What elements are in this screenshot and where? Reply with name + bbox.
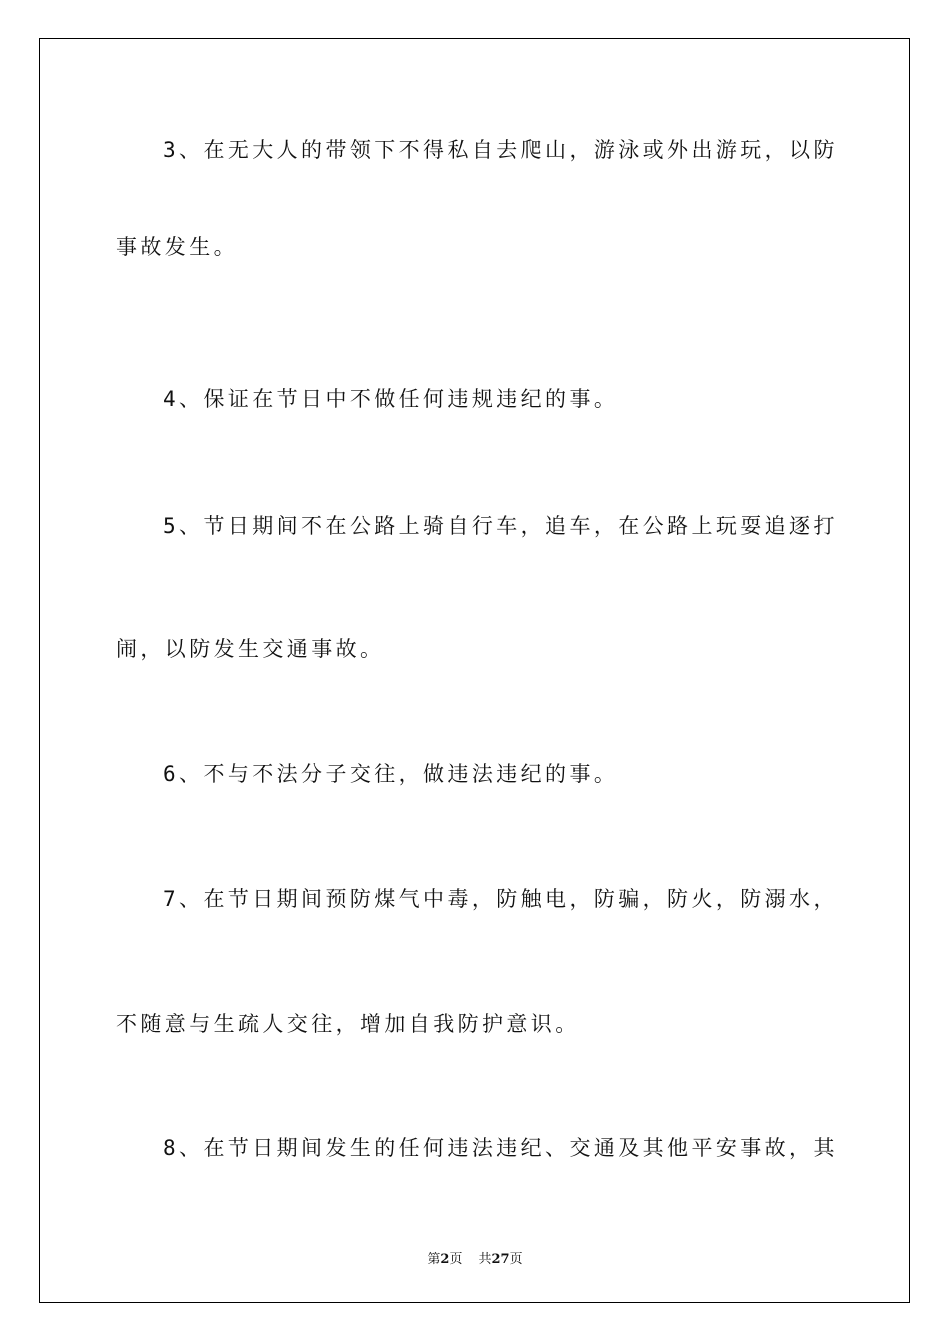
paragraph-7-line-2: 不随意与生疏人交往，增加自我防护意识。 — [116, 1012, 580, 1036]
paragraph-6-line-1: 6、不与不法分子交往，做违法违纪的事。 — [163, 762, 619, 786]
paragraph-3-line-2: 事故发生。 — [116, 235, 238, 259]
paragraph-7-line-1: 7、在节日期间预防煤气中毒，防触电，防骗，防火，防溺水， — [163, 887, 838, 911]
footer-page-prefix: 第 — [427, 1252, 441, 1267]
paragraph-5-line-1: 5、节日期间不在公路上骑自行车，追车，在公路上玩耍追逐打 — [163, 514, 838, 538]
footer-total-prefix: 共 — [478, 1252, 492, 1267]
page-footer — [0, 1248, 950, 1267]
footer-page-current: 2 — [440, 1252, 450, 1267]
paragraph-8-line-1: 8、在节日期间发生的任何违法违纪、交通及其他平安事故，其 — [163, 1136, 838, 1160]
footer-page-suffix: 页 — [449, 1252, 463, 1267]
page-border — [39, 38, 910, 1303]
footer-page-total: 27 — [491, 1252, 510, 1267]
paragraph-4-line-1: 4、保证在节日中不做任何违规违纪的事。 — [163, 387, 619, 411]
footer-total-suffix: 页 — [509, 1252, 523, 1267]
paragraph-5-line-2: 闹，以防发生交通事故。 — [116, 637, 385, 661]
paragraph-3-line-1: 3、在无大人的带领下不得私自去爬山，游泳或外出游玩，以防 — [163, 138, 838, 162]
